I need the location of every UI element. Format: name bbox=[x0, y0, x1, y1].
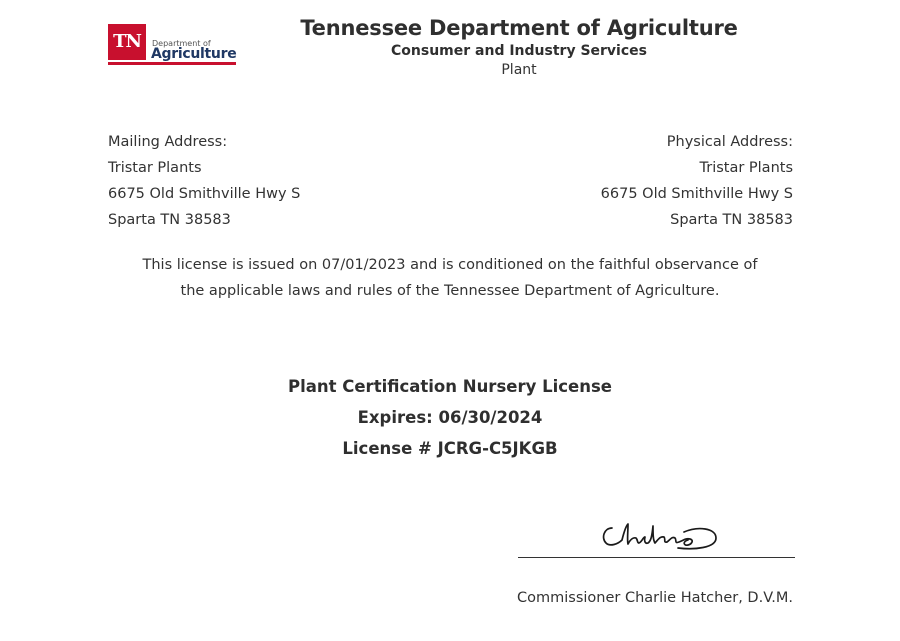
physical-address-label: Physical Address: bbox=[666, 134, 793, 150]
division-label: Plant bbox=[501, 62, 537, 78]
physical-business-name: Tristar Plants bbox=[699, 160, 793, 176]
physical-address-block bbox=[601, 129, 793, 233]
license-details bbox=[0, 371, 900, 464]
handwritten-signature bbox=[598, 518, 728, 554]
physical-city: Sparta TN 38583 bbox=[670, 212, 793, 228]
license-expiration: Expires: 06/30/2024 bbox=[357, 408, 543, 427]
page-title: Tennessee Department of Agriculture bbox=[300, 16, 738, 40]
mailing-city: Sparta TN 38583 bbox=[108, 212, 231, 228]
license-number: License # JCRG-C5JKGB bbox=[342, 439, 558, 458]
logo-department-text: Department of bbox=[152, 39, 211, 48]
notice-line-2: the applicable laws and rules of the Tennessee Department of Agriculture. bbox=[180, 283, 720, 299]
license-type: Plant Certification Nursery License bbox=[288, 377, 612, 396]
tn-badge: TN bbox=[108, 24, 146, 60]
document-header bbox=[0, 14, 900, 80]
physical-street: 6675 Old Smithville Hwy S bbox=[600, 186, 793, 202]
logo-agriculture-text: Agriculture bbox=[151, 46, 237, 62]
signature-line bbox=[518, 557, 795, 558]
mailing-address-label: Mailing Address: bbox=[108, 134, 228, 150]
license-notice bbox=[0, 252, 900, 304]
signature-image bbox=[598, 518, 728, 554]
mailing-address-block bbox=[108, 129, 300, 233]
mailing-street: 6675 Old Smithville Hwy S bbox=[108, 186, 301, 202]
mailing-business-name: Tristar Plants bbox=[108, 160, 202, 176]
notice-line-1: This license is issued on 07/01/2023 and is conditioned on the faithful observance of bbox=[142, 257, 758, 273]
page-subtitle: Consumer and Industry Services bbox=[391, 43, 647, 59]
signer-name: Commissioner Charlie Hatcher, D.V.M. bbox=[516, 590, 793, 606]
